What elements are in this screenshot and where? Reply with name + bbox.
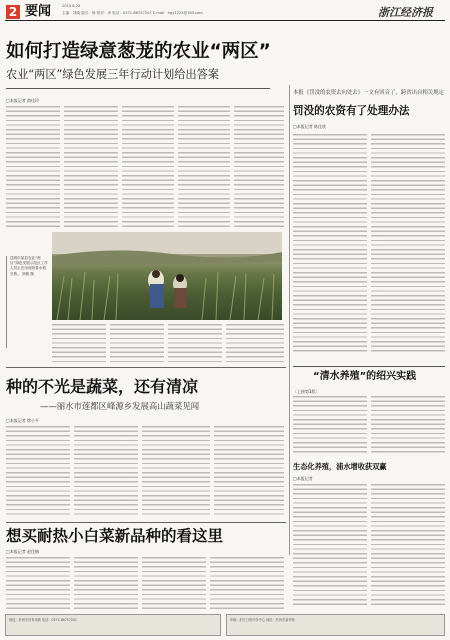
feature-rule [6,367,286,368]
lead-text-col-2 [64,106,118,230]
right-text-col-1 [293,134,367,354]
lead-byline: □本报记者 俞佳玲 [6,98,40,103]
feature-text-col-3 [142,426,210,518]
lead-text-col-9 [226,324,284,364]
issue-date: 2015.8.22 [62,4,81,8]
box-byline: 〔上接第1版〕 [293,389,320,394]
photo-caption-box [6,256,48,348]
lead-text-col-3 [122,106,174,230]
lead-text-col-7 [110,324,164,364]
footer-ad-right [226,614,445,636]
lead-text-col-8 [168,324,222,364]
bottom-text-col-3 [142,557,206,609]
editor-info: 主编：刘晓 版式：杨 校对：李 电话：0571-86757207 E-mail：hgy1221@163.com [62,11,203,15]
lead-rule [6,88,270,89]
right-byline-3: □本报记者 [293,476,313,481]
lead-headline: 如何打造绿意葱茏的农业“两区” [6,41,271,62]
feature-text-col-2 [74,426,138,518]
photo-caption: 昆明市某县农业“两区”绿色发展示范区工作人员正在田间查看水稻长势。 刘敏 摄 [10,256,48,276]
bottom-rule [6,522,286,523]
feature-headline: 种的不光是蔬菜，还有清凉 [6,377,199,396]
footer-ad-left-text: 地址：杭州市体育场路 电话：0571-86757201 [9,618,77,622]
right-text-col-3 [293,484,367,608]
box-text-col-1 [293,396,367,454]
bottom-text-col-4 [210,557,284,609]
lead-text-col-6 [52,324,106,364]
right-text-col-2 [371,134,445,354]
photo-scene [52,232,282,320]
section-title: 要闻 [25,4,52,19]
lead-subhead: 农业“两区”绿色发展三年行动计划给出答案 [6,68,219,81]
column-divider [289,85,290,555]
right-byline-1: □本报记者 陈佳欣 [293,124,327,129]
field-photo [52,232,282,320]
masthead-rule [5,20,445,21]
feature-text-col-1 [6,426,70,518]
box-headline: “清水养殖”的绍兴实践 [313,371,417,382]
bottom-text-col-2 [74,557,138,609]
lead-text-col-5 [234,106,284,230]
footer-ad-left [5,614,221,636]
right-intro: 本报《罚没的农资去向处去》一文有回音了，跨省出台相关规定 [293,90,444,96]
feature-text-col-4 [214,426,284,518]
lead-text-col-1 [6,106,60,230]
lead-text-col-4 [178,106,230,230]
paper-logo: 浙江经济报 [378,6,433,19]
feature-subhead: ——丽水市莲都区峰源乡发展高山蔬菜见闻 [40,401,200,411]
bottom-text-col-1 [6,557,70,609]
bottom-byline: □本报记者 赵佳楠 [6,549,40,554]
box-text-col-2 [371,396,445,454]
page-number: 2 [6,5,20,19]
right-text-col-4 [371,484,445,608]
feature-byline: □本报记者 徐小平 [6,418,40,423]
footer-ad-right-text: 印刷：浙江日报印务中心 地址：杭州市新华路 [230,618,295,622]
right-headline-3: 生态化养殖，浦水增收获双赢 [293,462,387,471]
bottom-headline: 想买耐热小白菜新品种的看这里 [6,527,224,545]
right-headline-1: 罚没的农资有了处理办法 [293,105,410,117]
